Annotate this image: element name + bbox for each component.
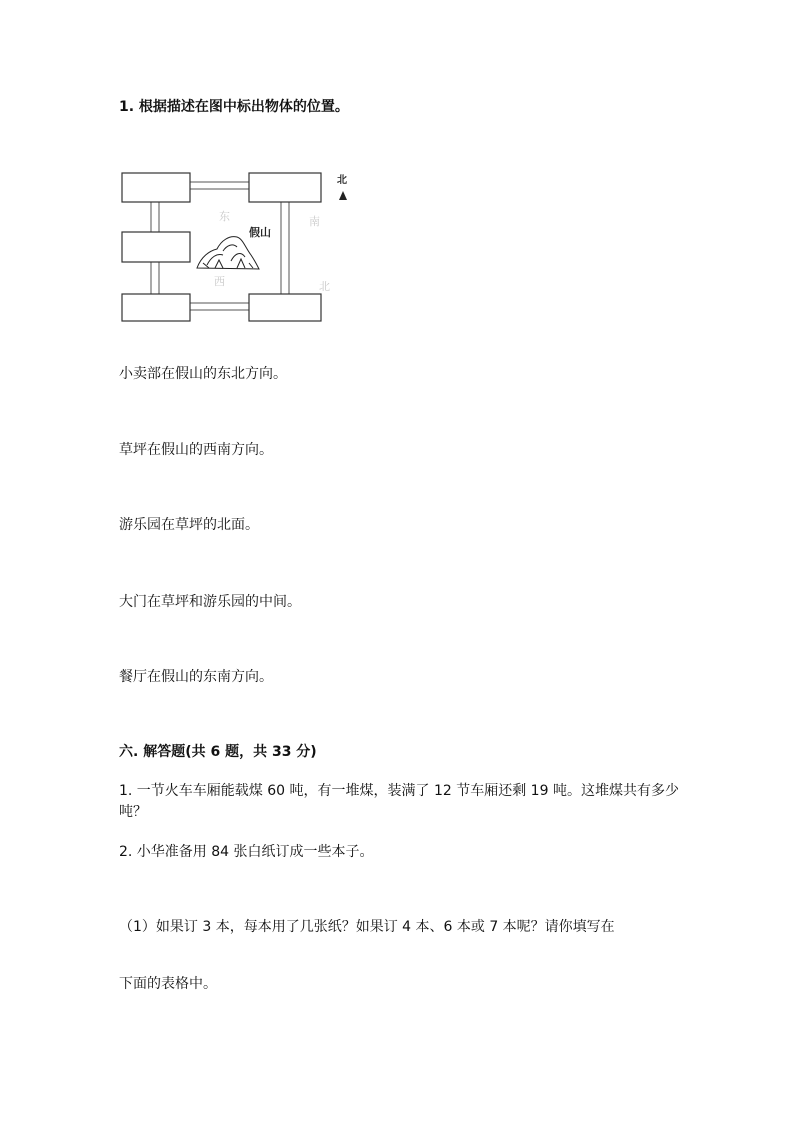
road-bottom bbox=[190, 303, 249, 310]
statement-amusement-park: 游乐园在草坪的北面。 bbox=[119, 517, 259, 533]
statement-restaurant: 餐厅在假山的东南方向。 bbox=[119, 669, 273, 685]
faint-text: 西 bbox=[214, 275, 225, 288]
location-box-bottom-right bbox=[249, 294, 321, 321]
faint-text: 东 bbox=[219, 210, 230, 223]
road-right bbox=[281, 202, 289, 294]
faint-text: 南 bbox=[309, 215, 320, 228]
rockery-icon bbox=[197, 237, 259, 269]
statement-lawn: 草坪在假山的西南方向。 bbox=[119, 442, 273, 458]
road-top bbox=[190, 182, 249, 189]
location-box-top-left bbox=[122, 173, 190, 202]
problem-2-part-1-line-1: （1）如果订 3 本，每本用了几张纸？如果订 4 本、6 本或 7 本呢？请你填写在 bbox=[119, 919, 615, 935]
location-box-top-right bbox=[249, 173, 321, 202]
location-box-middle-left bbox=[122, 232, 190, 262]
statement-gate: 大门在草坪和游乐园的中间。 bbox=[119, 594, 301, 610]
rockery-label: 假山 bbox=[249, 226, 271, 239]
question-title: 1. 根据描述在图中标出物体的位置。 bbox=[119, 99, 349, 115]
statement-shop: 小卖部在假山的东北方向。 bbox=[119, 366, 287, 382]
north-arrow-icon bbox=[337, 174, 347, 200]
problem-2: 2. 小华准备用 84 张白纸订成一些本子。 bbox=[119, 844, 374, 860]
park-map-figure bbox=[119, 165, 359, 327]
problem-2-part-1-line-2: 下面的表格中。 bbox=[119, 976, 217, 992]
problem-1: 1. 一节火车车厢能载煤 60 吨，有一堆煤，装满了 12 节车厢还剩 19 吨。这堆煤共有多少吨？ bbox=[119, 783, 679, 820]
faint-text: 北 bbox=[319, 280, 330, 293]
location-box-bottom-left bbox=[122, 294, 190, 321]
north-label: 北 bbox=[337, 175, 347, 186]
section-heading: 六. 解答题(共 6 题，共 33 分) bbox=[119, 744, 317, 760]
